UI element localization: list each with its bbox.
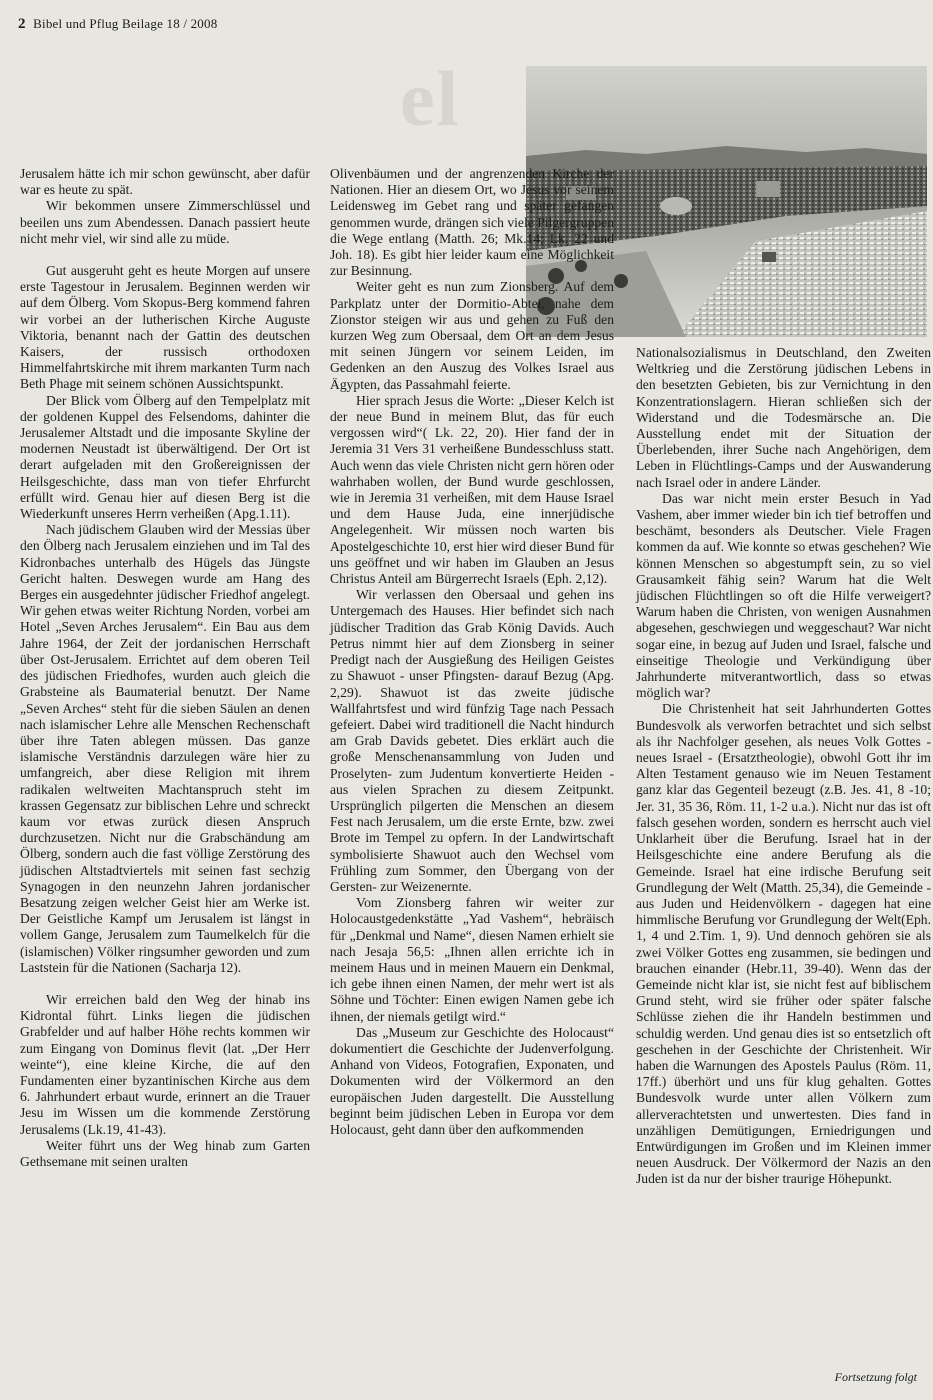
paragraph: Gut ausgeruht geht es heute Morgen auf unsere erste Tagestour in Jerusalem. Beginnen werden wir auf dem Ölberg. Vom Skopus-Berg kommend fahren wir vorbei an der lutherischen Kirche Auguste Viktoria, benannt nach der Gattin des deutschen Kaisers, der russisch orthodoxen Himmelfahrtskirche mit ihrem markanten Turm nach Beth Phage mit seinem schönen Aussichtspunkt. bbox=[20, 263, 310, 392]
publication-title: Bibel und Pflug Beilage 18 / 2008 bbox=[33, 16, 218, 31]
paragraph: Der Blick vom Ölberg auf den Tempelplatz mit der goldenen Kuppel des Felsendoms, dahinter die Jerusalemer Altstadt und die imposante Skyline der modernen Neustadt ist überwältigend. Der Ort ist derart aufgeladen mit den Großereignissen der Heilsgeschichte, dass man von tiefer Ehrfurcht erfüllt wird. Genau hier auf diesen Berg ist die Wiederkunft unseres Herrn verheißen (Apg.1.11). bbox=[20, 392, 310, 522]
paragraph: Wir bekommen unsere Zimmerschlüssel und beeilen uns zum Abendessen. Danach passiert heute nicht mehr viel, wir sind alle zu müde. bbox=[20, 198, 310, 246]
running-header bbox=[18, 16, 217, 33]
article-column-3 bbox=[636, 345, 931, 1188]
paragraph: Nach jüdischem Glauben wird der Messias über den Ölberg nach Jerusalem einziehen und im Tal des Kidronbaches unterhalb des Hügels das Jüngste Gericht halten. Deswegen wurde am Hang des Berges ein ausgedehnter jüdischer Friedhof angelegt. Wir gehen etwas weiter Richtung Norden, vorbei am Hotel „Seven Arches Jerusalem“. Ein Bau aus dem Jahre 1964, der Zeit der jordanischen Herrschaft über Ost-Jerusalem. Errichtet auf dem oberen Teil des jüdischen Friedhofes, wurden auch gleich die Grabsteine als Baumaterial benutzt. Der Name „Seven Arches“ steht für die sieben Säulen an denen nach islamischer Lehre alle Menschen Rechenschaft über ihre Taten ablegen müssen. Das ganze islamische Verständnis darzulegen wäre hier zu umfangreich, aber diese Religion mit ihrem radikalen weltweiten Machtanspruch steht im krassen Gegensatz zur biblischen Lehre und schreckt kaum vor etwas zurück diesen Anspruch durchzusetzen. Nicht nur die Grabschändung am Ölberg, sondern auch die fast völlige Zerstörung des jüdischen Altstadtviertels mit seinen fast sechzig Synagogen in den neunzehn Jahren jordanischer Besatzung zeigen welcher Geist hier am Werke ist. Der Geistliche Kampf um Jerusalem ist längst in vollem Gange, Jerusalem zum Taumelkelch für die (islamischen) Völker ringsumher geworden und zum Laststein für die Nationen (Sacharja 12). bbox=[20, 522, 310, 975]
paragraph: Wir verlassen den Obersaal und gehen ins Untergemach des Hauses. Hier befindet sich nach jüdischer Tradition das Grab König Davids. Auch Petrus nimmt hier auf dem Zionsberg in seiner Predigt nach der Ausgießung des Heiligen Geistes zu Shawuot - unser Pfingsten- darauf Bezug (Apg. 2,29). Shawuot ist das zweite jüdische Wallfahrtsfest und wird fünfzig Tage nach Pessach gefeiert. Dabei wird traditionell die Nacht hindurch am Grab Davids gebetet. Dies erklärt auch die große Menschenansammlung von Juden und Proselyten- zum Judentum konvertierte Heiden - aus vielen Sprachen zu diesem Zeitpunkt. Ursprünglich pilgerten die Menschen an diesem Fest nach Jerusalem, um die erste Ernte, bzw. zwei Brote im Tempel zu opfern. In der Landwirtschaft symbolisierte Shawuot auch den Wechsel vom Frühling zum Sommer, den Übergang von der Gersten- zur Weizenernte. bbox=[330, 587, 614, 894]
paragraph: Das „Museum zur Geschichte des Holocaust“ dokumentiert die Geschichte der Judenverfolgung. Anhand von Videos, Fotografien, Exponaten, und Dokumenten wird der Völkermord an den europäischen Juden dargestellt. Die Ausstellung beginnt beim jüdischen Leben in Europa vor dem Holocaust, geht dann über den aufkommenden bbox=[330, 1024, 614, 1137]
paragraph: Vom Zionsberg fahren wir weiter zur Holocaustgedenkstätte „Yad Vashem“, hebräisch für „Denkmal und Name“, diesen Namen erhielt sie nach Jesaja 56,5: „Ihnen allen errichte ich in meinem Haus und in meinen Mauern ein Denkmal, ich gebe ihnen einen Namen, der mehr wert ist als Söhne und Töchter: Einen ewigen Namen gebe ich ihnen, der niemals getilgt wird.“ bbox=[330, 895, 614, 1024]
paragraph: Weiter führt uns der Weg hinab zum Garten Gethsemane mit seinen uralten bbox=[20, 1137, 310, 1169]
paragraph: Das war nicht mein erster Besuch in Yad Vashem, aber immer wieder bin ich tief betroffen und beschämt, besonders als Deutscher. Viele Fragen kommen da auf. Wie konnte so etwas geschehen? Wie können Menschen so abgestumpft sein, zu so viel Grausamkeit fähig sein? Warum hat die Welt jüdischen Flüchtlingen so oft die Hilfe verweigert? Warum haben die Christen, von wenigen Ausnahmen abgesehen, geschwiegen und weggeschaut? War nicht sogar eine, in bezug auf Juden und Israel, falsche und einseitige Theologie und Verkündigung über Jahrhunderte mitverantwortlich, dass so etwas möglich war? bbox=[636, 490, 931, 701]
paragraph: Wir erreichen bald den Weg der hinab ins Kidrontal führt. Links liegen die jüdischen Grabfelder und auf halber Höhe rechts kommen wir zum Eingang von Dominus flevit (lat. „Der Herr weinte“), eine kleine Kirche, die auf den Fundamenten einer byzantinischen Kirche aus dem 6. Jahrhundert erbaut wurde, erinnert an die Trauer Jesu im Wissen um die kommende Zerstörung Jerusalems (Lk.19, 41-43). bbox=[20, 991, 310, 1137]
continued-note: Fortsetzung folgt bbox=[834, 1370, 917, 1384]
article-column-1 bbox=[20, 166, 310, 1170]
paragraph: Olivenbäumen und der angrenzenden Kirche der Nationen. Hier an diesem Ort, wo Jesus vor seinem Leidensweg im Gebet rang und später gefangen genommen wurde, drängen sich viele Pilgergruppen die Wege entlang (Matth. 26; Mk.14; Lk. 22 und Joh. 18). Es gibt hier leider kaum eine Möglichkeit zur Besinnung. bbox=[330, 166, 614, 279]
paragraph: Jerusalem hätte ich mir schon gewünscht, aber dafür war es heute zu spät. bbox=[20, 166, 310, 198]
paragraph: Nationalsozialismus in Deutschland, den Zweiten Weltkrieg und die Zerstörung jüdischen Lebens in den besetzten Gebieten, bis zur Vernichtung in den Konzentrationslagern. Hieran schließen sich der Widerstand und die Todesmärsche an. Die Ausstellung endet mit der Situation der Überlebenden, ihrer Suche nach Angehörigen, dem Leben in Flüchtlings-Camps und der Auswanderung nach Israel oder in andere Länder. bbox=[636, 345, 931, 490]
paragraph: Die Christenheit hat seit Jahrhunderten Gottes Bundesvolk als verworfen betrachtet und sich selbst als ihr Nachfolger gesehen, als neues Volk Gottes - neues Israel - (Ersatztheologie), obwohl Gott ihr im Alten Testament genauso wie im Neuen Testament ganz klar das Gegenteil bezeugt (z.B. Jes. 41, 8 -10; Jer. 31, 35 36, Röm. 11, 1-2 u.a.). Nicht nur das ist oft falsch gesehen worden, sondern es herrscht auch viel Unklarheit über die Berufung. Israel hat in der Heilsgeschichte eine andere Berufung als die Gemeinde. Israel hat eine irdische Berufung seit Grundlegung der Welt (Matth. 25,34), die Gemeinde - aus Juden und Heidenvölkern - dagegen hat eine himmlische Berufung vor Grundlegung der Welt(Eph. 1, 4 und 2.Tim. 1, 9). Und dennoch gehören sie als zwei Völker Gottes eng zusammen, sie bedingen und brauchen einander (Hebr.11, 39-40). Wenn das der Gemeinde nicht klar ist, sie nicht fest auf biblischem Grund steht, wird sie früher oder später falsche Schlüsse ziehen die ihr Handeln bestimmen und schuldig werden. Und genau dies ist so entsetzlich oft geschehen in der Geschichte der Christenheit. Wir haben die Warnungen des Apostels Paulus (Röm. 11, 17ff.) überhört und uns für klug gehalten. Gottes Bundesvolk wurde unter allen Völkern zum allerverachtetsten und unwertesten. Dies fand in unzähligen Demütigungen, Erniedrigungen und Entwürdigungen im Großen und im Kleinen immer neuen Ausdruck. Der Völkermord der Nazis an den Juden ist da nur der bisher traurige Höhepunkt. bbox=[636, 701, 931, 1187]
paragraph: Hier sprach Jesus die Worte: „Dieser Kelch ist der neue Bund in meinem Blut, das für euch vergossen wird“( Lk. 22, 20). Hier fand der in Jeremia 31 Vers 31 verheißene Bundesschluss statt. Auch wenn das viele Christen nicht gern hören oder wahrhaben wollen, der Bund wurde geschlossen, wie in Jeremia 31 verheißen, mit dem Hause Israel und dem Hause Juda, eine innerjüdische Angelegenheit. Wir müssen noch warten bis Apostelgeschichte 10, erst hier wird dieser Bund für uns geöffnet und wir haben im Glauben an Jesus Christus Anteil am Bürgerrecht Israels (Eph. 2,12). bbox=[330, 392, 614, 587]
paragraph: Weiter geht es nun zum Zionsberg. Auf dem Parkplatz unter der Dormitio-Abtei, nahe dem Zionstor steigen wir aus und gehen zu Fuß den kurzen Weg zum Obersaal, dem Ort an dem Jesus mit seinen Jüngern vor seinem Leiden, im Gedenken an den Auszug des Volkes Israel aus Ägypten, das Passahmahl feierte. bbox=[330, 279, 614, 392]
page-number: 2 bbox=[18, 16, 26, 32]
article-column-2 bbox=[330, 166, 614, 1138]
faded-headline: el bbox=[400, 55, 461, 142]
